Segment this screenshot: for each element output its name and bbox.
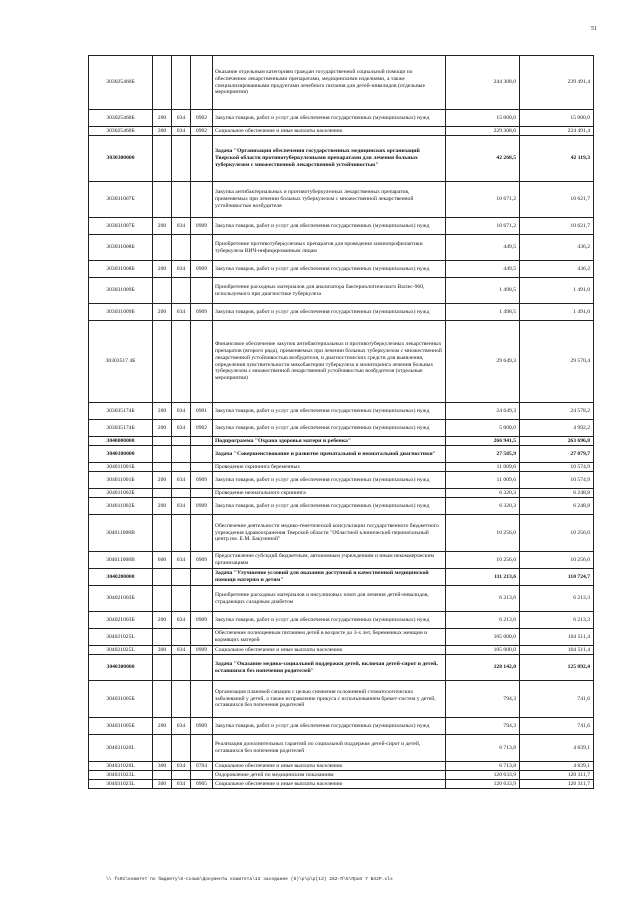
expense-type-cell (153, 182, 172, 218)
table-row (89, 771, 594, 780)
table-row (89, 321, 594, 403)
expense-type-cell (153, 515, 172, 552)
planned-amount-cell: 449,5 (446, 261, 520, 278)
ministry-code-cell (172, 735, 191, 762)
table-row (89, 718, 594, 735)
actual-amount-cell: 104 511,4 (520, 629, 594, 646)
planned-amount-cell: 10 671,2 (446, 182, 520, 218)
expense-type-cell: 300 (153, 127, 172, 136)
planned-amount-cell: 105 000,0 (446, 646, 520, 655)
program-code-cell: 3040000000 (89, 437, 153, 446)
table-row (89, 586, 594, 612)
planned-amount-cell: 120 633,9 (446, 780, 520, 789)
description-cell: Закупка товаров, работ и услуг для обеспечения государственных (муниципальных) нужд (213, 403, 446, 420)
ministry-code-cell: 034 (172, 552, 191, 569)
ministry-code-cell: 034 (172, 780, 191, 789)
planned-amount-cell: 128 142,0 (446, 655, 520, 681)
planned-amount-cell: 1 498,5 (446, 304, 520, 321)
program-code-cell: 303035174Б (89, 403, 153, 420)
program-code-cell: 304031023L (89, 780, 153, 789)
ministry-code-cell (172, 278, 191, 304)
program-code-cell: 3040100000 (89, 446, 153, 463)
section-code-cell (191, 569, 213, 586)
ministry-code-cell: 034 (172, 718, 191, 735)
budget-table-body (89, 56, 594, 789)
planned-amount-cell: 229 308,0 (446, 127, 520, 136)
expense-type-cell: 200 (153, 218, 172, 235)
section-code-cell: 0905 (191, 780, 213, 789)
program-code-cell: 304031005Б (89, 718, 153, 735)
table-row (89, 681, 594, 718)
program-code-cell: 304031020L (89, 762, 153, 771)
planned-amount-cell: 794,3 (446, 681, 520, 718)
planned-amount-cell: 6 713,8 (446, 735, 520, 762)
table-row (89, 56, 594, 110)
ministry-code-cell (172, 569, 191, 586)
expense-type-cell: 200 (153, 261, 172, 278)
actual-amount-cell: 4 839,1 (520, 762, 594, 771)
file-path-footer: \\ fs01\комитет по бюджету\8-созыв\Документы комитета\13 заседание (6)\р\р\р(13) 282-П\5\Прил 7 Бл2Р.xls (106, 877, 393, 882)
description-cell: Обеспечение деятельности медико-генетической консультации государственного бюджетного учреждения здравоохранения Тверской области "Областной клинический перинатальный центр им. Е.М. Бакуниной" (213, 515, 446, 552)
table-row (89, 136, 594, 182)
ministry-code-cell: 034 (172, 218, 191, 235)
ministry-code-cell (172, 655, 191, 681)
planned-amount-cell: 15 000,0 (446, 110, 520, 127)
program-code-cell: 304011002Б (89, 498, 153, 515)
actual-amount-cell: 741,6 (520, 681, 594, 718)
expense-type-cell (153, 463, 172, 472)
table-row (89, 218, 594, 235)
description-cell: Подпрограмма "Охрана здоровья матери и ребенка" (213, 437, 446, 446)
ministry-code-cell: 034 (172, 646, 191, 655)
ministry-code-cell: 034 (172, 261, 191, 278)
planned-amount-cell: 266 941,5 (446, 437, 520, 446)
planned-amount-cell: 29 649,3 (446, 321, 520, 403)
section-code-cell: 0909 (191, 498, 213, 515)
planned-amount-cell: 5 000,0 (446, 420, 520, 437)
actual-amount-cell: 6 248,8 (520, 498, 594, 515)
actual-amount-cell: 1 491,0 (520, 278, 594, 304)
expense-type-cell (153, 735, 172, 762)
program-code-cell: 304011001Б (89, 472, 153, 489)
section-code-cell (191, 629, 213, 646)
actual-amount-cell: 27 079,7 (520, 446, 594, 463)
budget-table (88, 55, 594, 789)
ministry-code-cell: 034 (172, 498, 191, 515)
actual-amount-cell: 10 256,0 (520, 552, 594, 569)
expense-type-cell: 300 (153, 762, 172, 771)
program-code-cell: 3040300000 (89, 655, 153, 681)
description-cell: Предоставление субсидий бюджетным, автономным учреждениям и иным некоммерческим организациям (213, 552, 446, 569)
description-cell: Задача "Улучшение условий для оказания доступной и качественной медицинской помощи матерям и детям" (213, 569, 446, 586)
table-row (89, 646, 594, 655)
actual-amount-cell: 29 570,4 (520, 321, 594, 403)
section-code-cell: 0902 (191, 127, 213, 136)
expense-type-cell: 200 (153, 403, 172, 420)
actual-amount-cell: 436,2 (520, 261, 594, 278)
description-cell: Обеспечение полноценным питанием детей в возрасте до 3-х лет, беременных женщин и кормящих матерей (213, 629, 446, 646)
ministry-code-cell: 034 (172, 304, 191, 321)
actual-amount-cell: 6 213,3 (520, 586, 594, 612)
program-code-cell: 303031007Б (89, 218, 153, 235)
description-cell: Реализация дополнительных гарантий по социальной поддержке детей-сирот и детей, оставшихся без попечения родителей (213, 735, 446, 762)
program-code-cell: 304031005Б (89, 681, 153, 718)
ministry-code-cell: 034 (172, 403, 191, 420)
expense-type-cell (153, 321, 172, 403)
program-code-cell: 304031020L (89, 735, 153, 762)
actual-amount-cell: 436,2 (520, 235, 594, 261)
description-cell: Социальное обеспечение и иные выплаты населению (213, 646, 446, 655)
planned-amount-cell: 10 671,2 (446, 218, 520, 235)
section-code-cell (191, 235, 213, 261)
expense-type-cell (153, 235, 172, 261)
section-code-cell: 0909 (191, 472, 213, 489)
actual-amount-cell: 110 724,7 (520, 569, 594, 586)
description-cell: Закупка товаров, работ и услуг для обеспечения государственных (муниципальных) нужд (213, 261, 446, 278)
section-code-cell: 0909 (191, 218, 213, 235)
table-row (89, 261, 594, 278)
description-cell: Закупка товаров, работ и услуг для обеспечения государственных (муниципальных) нужд (213, 218, 446, 235)
actual-amount-cell: 15 000,0 (520, 110, 594, 127)
section-code-cell (191, 321, 213, 403)
expense-type-cell (153, 278, 172, 304)
section-code-cell (191, 446, 213, 463)
ministry-code-cell (172, 182, 191, 218)
planned-amount-cell: 6 713,8 (446, 762, 520, 771)
table-row (89, 629, 594, 646)
planned-amount-cell: 105 000,0 (446, 629, 520, 646)
program-code-cell: 304021003Б (89, 612, 153, 629)
description-cell: Задача "Совершенствование и развитие пренатальной и неонатальной диагностики" (213, 446, 446, 463)
description-cell: Закупка товаров, работ и услуг для обеспечения государственных (муниципальных) нужд (213, 498, 446, 515)
table-row (89, 235, 594, 261)
section-code-cell (191, 437, 213, 446)
section-code-cell: 0909 (191, 612, 213, 629)
program-code-cell: 304011008В (89, 552, 153, 569)
description-cell: Проведение неонатального скрининга (213, 489, 446, 498)
program-code-cell: 303025460Б (89, 110, 153, 127)
planned-amount-cell: 6 213,6 (446, 586, 520, 612)
table-row (89, 278, 594, 304)
planned-amount-cell: 6 320,3 (446, 498, 520, 515)
planned-amount-cell: 111 213,6 (446, 569, 520, 586)
ministry-code-cell (172, 235, 191, 261)
program-code-cell: 304021003Б (89, 586, 153, 612)
ministry-code-cell (172, 629, 191, 646)
program-code-cell: 304021025L (89, 629, 153, 646)
ministry-code-cell: 034 (172, 612, 191, 629)
program-code-cell: 303031007Б (89, 182, 153, 218)
expense-type-cell: 600 (153, 552, 172, 569)
section-code-cell: 0909 (191, 261, 213, 278)
program-code-cell: 303025460Б (89, 56, 153, 110)
program-code-cell: 304011002Б (89, 489, 153, 498)
expense-type-cell: 200 (153, 612, 172, 629)
description-cell: Организация плановой санации с целью снижения осложнений стоматологических заболеваний у детей, а также исправление прикуса с использованием брекет-систем у детей, оставшихся без попечения родителей (213, 681, 446, 718)
description-cell: Финансовое обеспечение закупок антибактериальных и противотуберкулезных лекарственных препаратов (второго ряда), применяемых при лечении больных туберкулезом с множественной лекарственной устойчивостью возбудителя, и диагностических средств для выявления, определения чувствительности микобактерии туберкулеза и мониторинга лечения больных туберкулезом с множественной лекарственной устойчивостью возбудителя (отдельные мероприятия) (213, 321, 446, 403)
actual-amount-cell: 120 311,7 (520, 771, 594, 780)
actual-amount-cell: 224 491,4 (520, 127, 594, 136)
planned-amount-cell: 10 256,0 (446, 515, 520, 552)
ministry-code-cell (172, 463, 191, 472)
expense-type-cell: 200 (153, 420, 172, 437)
description-cell: Закупка товаров, работ и услуг для обеспечения государственных (муниципальных) нужд (213, 420, 446, 437)
expense-type-cell (153, 136, 172, 182)
actual-amount-cell: 120 311,7 (520, 780, 594, 789)
ministry-code-cell: 034 (172, 127, 191, 136)
ministry-code-cell: 034 (172, 762, 191, 771)
table-row (89, 463, 594, 472)
expense-type-cell: 200 (153, 498, 172, 515)
page-number: 51 (591, 26, 597, 32)
ministry-code-cell (172, 489, 191, 498)
table-row (89, 127, 594, 136)
description-cell: Приобретение противотуберкулезных препаратов для проведения химиопрофилактики туберкулеза ВИЧ-инфицированным лицам (213, 235, 446, 261)
section-code-cell (191, 681, 213, 718)
section-code-cell: 0902 (191, 420, 213, 437)
program-code-cell: 303031008Б (89, 235, 153, 261)
expense-type-cell: 200 (153, 718, 172, 735)
expense-type-cell: 300 (153, 646, 172, 655)
planned-amount-cell: 6 213,6 (446, 612, 520, 629)
description-cell: Приобретение расходных материалов для анализатора бактериологического Bactec-960, используемого при диагностике туберкулеза (213, 278, 446, 304)
table-row (89, 304, 594, 321)
program-code-cell: 304031023L (89, 771, 153, 780)
table-row (89, 498, 594, 515)
description-cell: Приобретение расходных материалов и инсулиновых помп для лечения детей-инвалидов, страдающих сахарным диабетом (213, 586, 446, 612)
section-code-cell: 0704 (191, 762, 213, 771)
actual-amount-cell: 4 839,1 (520, 735, 594, 762)
actual-amount-cell: 6 248,8 (520, 489, 594, 498)
planned-amount-cell: 120 633,9 (446, 771, 520, 780)
ministry-code-cell (172, 771, 191, 780)
description-cell: Оздоровление детей по медицинским показаниям (213, 771, 446, 780)
description-cell: Оказание отдельным категориям граждан государственной социальной помощи по обеспечению лекарственными препаратами, медицинскими изделиями, а также специализированными продуктами лечебного питания для детей-инвалидов (отдельные мероприятия) (213, 56, 446, 110)
planned-amount-cell: 24 649,3 (446, 403, 520, 420)
section-code-cell (191, 489, 213, 498)
expense-type-cell: 200 (153, 472, 172, 489)
table-row (89, 735, 594, 762)
section-code-cell: 0902 (191, 110, 213, 127)
table-row (89, 446, 594, 463)
actual-amount-cell: 24 578,2 (520, 403, 594, 420)
actual-amount-cell: 263 696,8 (520, 437, 594, 446)
expense-type-cell (153, 489, 172, 498)
actual-amount-cell: 10 256,0 (520, 515, 594, 552)
table-row (89, 472, 594, 489)
ministry-code-cell (172, 681, 191, 718)
planned-amount-cell: 11 009,6 (446, 463, 520, 472)
program-code-cell: 303031009Б (89, 278, 153, 304)
actual-amount-cell: 239 491,4 (520, 56, 594, 110)
actual-amount-cell: 10 621,7 (520, 218, 594, 235)
ministry-code-cell (172, 586, 191, 612)
description-cell: Проведение скрининга беременных (213, 463, 446, 472)
planned-amount-cell: 27 585,9 (446, 446, 520, 463)
section-code-cell: 0909 (191, 646, 213, 655)
table-row (89, 515, 594, 552)
section-code-cell (191, 278, 213, 304)
expense-type-cell (153, 56, 172, 110)
program-code-cell: 304011008В (89, 515, 153, 552)
description-cell: Задача "Оказание медико-социальной поддержки детей, включая детей-сирот и детей, оставшихся без попечения родителей" (213, 655, 446, 681)
ministry-code-cell: 034 (172, 420, 191, 437)
actual-amount-cell: 42 119,3 (520, 136, 594, 182)
planned-amount-cell: 42 268,5 (446, 136, 520, 182)
table-row (89, 552, 594, 569)
table-row (89, 489, 594, 498)
table-row (89, 655, 594, 681)
planned-amount-cell: 244 308,0 (446, 56, 520, 110)
ministry-code-cell (172, 446, 191, 463)
section-code-cell (191, 56, 213, 110)
planned-amount-cell: 11 009,6 (446, 472, 520, 489)
section-code-cell: 0909 (191, 552, 213, 569)
description-cell: Задача "Организация обеспечения государственных медицинских организаций Тверской области противотуберкулезными препаратами для лечения больных туберкулезом с множественной лекарственной устойчивостью" (213, 136, 446, 182)
actual-amount-cell: 10 574,9 (520, 463, 594, 472)
expense-type-cell: 200 (153, 110, 172, 127)
program-code-cell: 303031008Б (89, 261, 153, 278)
actual-amount-cell: 741,6 (520, 718, 594, 735)
expense-type-cell (153, 655, 172, 681)
program-code-cell: 303035174Б (89, 420, 153, 437)
actual-amount-cell: 104 511,4 (520, 646, 594, 655)
actual-amount-cell: 125 892,4 (520, 655, 594, 681)
expense-type-cell (153, 437, 172, 446)
expense-type-cell (153, 446, 172, 463)
description-cell: Закупка товаров, работ и услуг для обеспечения государственных (муниципальных) нужд (213, 304, 446, 321)
program-code-cell: 304021025L (89, 646, 153, 655)
section-code-cell (191, 182, 213, 218)
section-code-cell (191, 515, 213, 552)
table-row (89, 762, 594, 771)
ministry-code-cell (172, 136, 191, 182)
description-cell: Закупка товаров, работ и услуг для обеспечения государственных (муниципальных) нужд (213, 612, 446, 629)
program-code-cell: 3040200000 (89, 569, 153, 586)
actual-amount-cell: 1 491,0 (520, 304, 594, 321)
table-row (89, 437, 594, 446)
ministry-code-cell: 034 (172, 110, 191, 127)
planned-amount-cell: 1 498,5 (446, 278, 520, 304)
ministry-code-cell (172, 56, 191, 110)
description-cell: Закупка антибактериальных и противотуберкулезных лекарственных препаратов, применяемых при лечении больных туберкулезом с множественной лекарственной устойчивостью возбудителя (213, 182, 446, 218)
section-code-cell (191, 463, 213, 472)
section-code-cell (191, 735, 213, 762)
section-code-cell: 0909 (191, 304, 213, 321)
program-code-cell: 303025460Б (89, 127, 153, 136)
expense-type-cell: 300 (153, 780, 172, 789)
actual-amount-cell: 6 213,3 (520, 612, 594, 629)
section-code-cell (191, 586, 213, 612)
expense-type-cell (153, 629, 172, 646)
expense-type-cell (153, 586, 172, 612)
ministry-code-cell: 034 (172, 472, 191, 489)
actual-amount-cell: 10 574,9 (520, 472, 594, 489)
expense-type-cell: 200 (153, 304, 172, 321)
table-row (89, 780, 594, 789)
expense-type-cell (153, 681, 172, 718)
program-code-cell: 303031009Б (89, 304, 153, 321)
description-cell: Социальное обеспечение и иные выплаты населению (213, 762, 446, 771)
description-cell: Закупка товаров, работ и услуг для обеспечения государственных (муниципальных) нужд (213, 110, 446, 127)
planned-amount-cell: 6 320,3 (446, 489, 520, 498)
section-code-cell: 0901 (191, 403, 213, 420)
table-row (89, 182, 594, 218)
planned-amount-cell: 794,3 (446, 718, 520, 735)
section-code-cell (191, 771, 213, 780)
actual-amount-cell: 10 621,7 (520, 182, 594, 218)
section-code-cell (191, 136, 213, 182)
program-code-cell: 3030300000 (89, 136, 153, 182)
ministry-code-cell (172, 321, 191, 403)
table-row (89, 403, 594, 420)
ministry-code-cell (172, 515, 191, 552)
ministry-code-cell (172, 437, 191, 446)
planned-amount-cell: 449,5 (446, 235, 520, 261)
planned-amount-cell: 10 256,0 (446, 552, 520, 569)
description-cell: Закупка товаров, работ и услуг для обеспечения государственных (муниципальных) нужд (213, 472, 446, 489)
table-row (89, 110, 594, 127)
expense-type-cell (153, 569, 172, 586)
section-code-cell (191, 655, 213, 681)
table-row (89, 612, 594, 629)
program-code-cell: 30303517 4Б (89, 321, 153, 403)
program-code-cell: 304011001Б (89, 463, 153, 472)
table-row (89, 420, 594, 437)
actual-amount-cell: 4 992,2 (520, 420, 594, 437)
description-cell: Социальное обеспечение и иные выплаты населению (213, 780, 446, 789)
expense-type-cell (153, 771, 172, 780)
section-code-cell: 0909 (191, 718, 213, 735)
description-cell: Социальное обеспечение и иные выплаты населению (213, 127, 446, 136)
description-cell: Закупка товаров, работ и услуг для обеспечения государственных (муниципальных) нужд (213, 718, 446, 735)
table-row (89, 569, 594, 586)
